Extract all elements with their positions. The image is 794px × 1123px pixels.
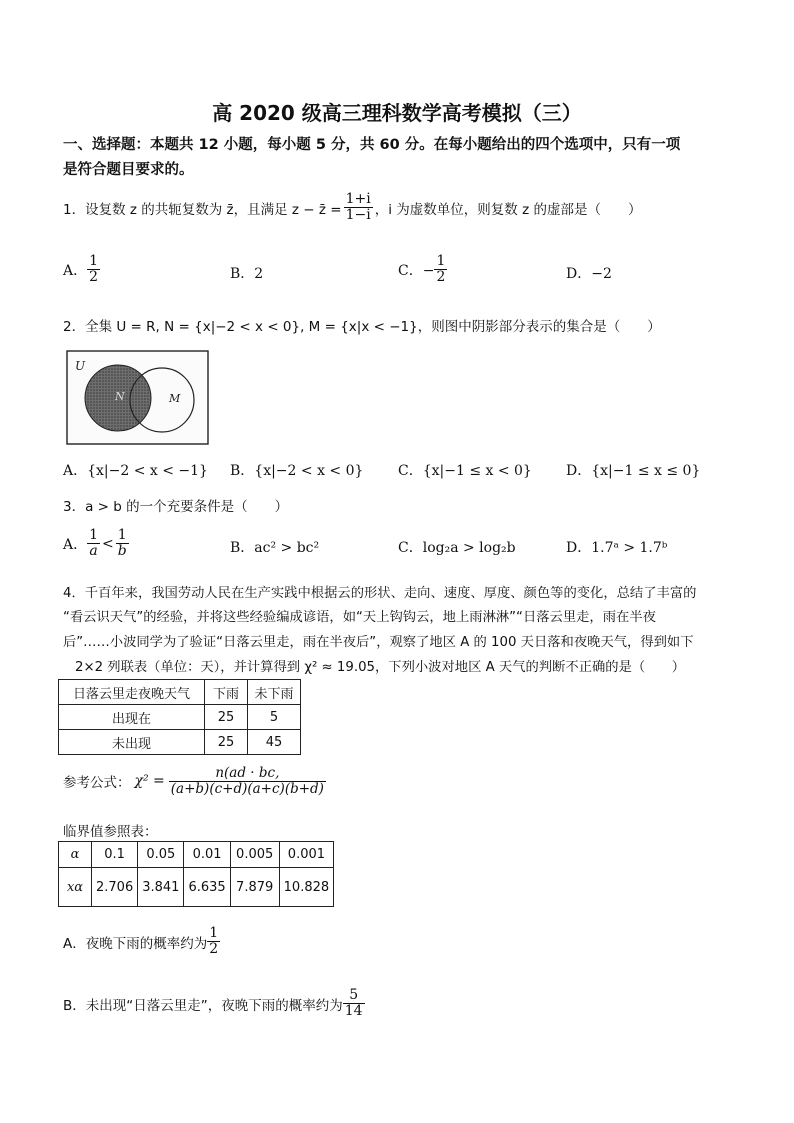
q1-stem-fraction bbox=[344, 192, 373, 224]
q4-option-a-text: A．夜晚下雨的概率约为 bbox=[63, 935, 208, 952]
q4-b-num: 5 bbox=[349, 987, 359, 1003]
table-header-cell: 日落云里走夜晚天气 bbox=[59, 680, 205, 705]
table-cell: 0.001 bbox=[279, 842, 334, 868]
q4-option-a-fraction bbox=[207, 926, 220, 958]
reference-formula bbox=[63, 766, 326, 797]
q1-option-c-fraction bbox=[434, 254, 447, 286]
q3-option-a-label: A． bbox=[63, 536, 88, 553]
table-cell: 0.005 bbox=[230, 842, 279, 868]
q1-stem-part-a: 1．设复数 z 的共轭复数为 z̄，且满足 z − z̄ = bbox=[63, 201, 342, 218]
q1-stem-part-b: ，i 为虚数单位，则复数 z 的虚部是（ ） bbox=[374, 201, 642, 218]
q4-option-b-fraction bbox=[343, 988, 365, 1020]
q3-a-den-2: b bbox=[117, 543, 127, 560]
q2-option-d: D．{x|−1 ≤ x ≤ 0} bbox=[566, 463, 701, 479]
table-header-cell: α bbox=[59, 842, 92, 868]
question-2-stem: 2．全集 U = R, N = {x|−2 < x < 0}, M = {x|x < −1}，则图中阴影部分表示的集合是（ ） bbox=[63, 319, 661, 335]
q3-a-den-1: a bbox=[89, 543, 98, 560]
q3-a-frac-2 bbox=[116, 528, 129, 560]
q1-option-d: D．−2 bbox=[566, 266, 612, 282]
q4-option-a bbox=[63, 926, 220, 958]
q1-frac-den: 1−i bbox=[345, 207, 371, 224]
table-cell: 10.828 bbox=[279, 868, 334, 907]
q1-frac-num: 1+i bbox=[345, 191, 371, 207]
q2-option-c: C．{x|−1 ≤ x < 0} bbox=[398, 463, 532, 479]
table-row bbox=[59, 842, 334, 868]
q4-option-b-text: B．未出现“日落云里走”，夜晚下雨的概率约为 bbox=[63, 997, 343, 1014]
table-cell: 未出现 bbox=[59, 730, 205, 755]
question-4-line1: 4．千百年来，我国劳动人民在生产实践中根据云的形状、走向、速度、厚度、颜色等的变化，总结了丰富的 bbox=[63, 586, 697, 601]
table-header-cell: 未下雨 bbox=[248, 680, 301, 705]
q1-a-den: 2 bbox=[89, 269, 99, 286]
table-header-cell: 下雨 bbox=[205, 680, 248, 705]
question-4-line4: 2×2 列联表（单位：天），并计算得到 χ² ≈ 19.05，下列小波对地区 A 天气的判断不正确的是（ ） bbox=[75, 660, 686, 675]
q1-option-a-fraction bbox=[87, 254, 100, 286]
q1-option-a bbox=[63, 254, 100, 286]
table-row bbox=[59, 730, 301, 755]
venn-label-n: N bbox=[115, 390, 125, 403]
q3-a-num-2: 1 bbox=[117, 527, 127, 543]
table-cell: 25 bbox=[205, 705, 248, 730]
q3-option-b: B．ac² > bc² bbox=[230, 540, 320, 556]
q1-option-a-label: A． bbox=[63, 262, 88, 279]
q3-option-c: C．log₂a > log₂b bbox=[398, 540, 516, 556]
q1-c-num: 1 bbox=[436, 253, 446, 269]
q1-option-c-label: C．− bbox=[398, 262, 435, 279]
table-row bbox=[59, 680, 301, 705]
table-row bbox=[59, 868, 334, 907]
table-cell: 5 bbox=[248, 705, 301, 730]
table-row bbox=[59, 705, 301, 730]
table-cell: 6.635 bbox=[184, 868, 230, 907]
question-4-line2: “看云识天气”的经验，并将这些经验编成谚语，如“天上钩钩云，地上雨淋淋”“日落云里走，雨在半夜 bbox=[63, 610, 656, 625]
q1-c-den: 2 bbox=[436, 269, 446, 286]
formula-lhs: χ² = bbox=[134, 773, 165, 790]
table-cell: 2.706 bbox=[92, 868, 138, 907]
table-cell: 0.01 bbox=[184, 842, 230, 868]
q3-a-num-1: 1 bbox=[89, 527, 99, 543]
table-cell: 0.05 bbox=[138, 842, 184, 868]
q3-option-d: D．1.7ᵃ > 1.7ᵇ bbox=[566, 540, 668, 556]
question-4-line3: 后”……小波同学为了验证“日落云里走，雨在半夜后”，观察了地区 A 的 100 天日落和夜晚天气，得到如下 bbox=[63, 635, 694, 650]
venn-label-m: M bbox=[169, 392, 181, 405]
q4-a-num: 1 bbox=[209, 925, 219, 941]
section-header-line1: 一、选择题：本题共 12 小题，每小题 5 分，共 60 分。在每小题给出的四个选项中，只有一项 bbox=[63, 137, 681, 153]
q4-a-den: 2 bbox=[209, 941, 219, 958]
critical-value-table bbox=[58, 841, 334, 907]
table-header-cell: xα bbox=[59, 868, 92, 907]
table-cell: 25 bbox=[205, 730, 248, 755]
q2-option-b: B．{x|−2 < x < 0} bbox=[230, 463, 364, 479]
q3-option-a bbox=[63, 528, 129, 560]
q2-option-a: A．{x|−2 < x < −1} bbox=[63, 463, 208, 479]
table-cell: 7.879 bbox=[230, 868, 279, 907]
venn-label-u: U bbox=[75, 359, 86, 373]
table-cell: 0.1 bbox=[92, 842, 138, 868]
question-3-stem: 3．a > b 的一个充要条件是（ ） bbox=[63, 499, 289, 515]
q1-option-b: B．2 bbox=[230, 266, 264, 282]
formula-label: 参考公式： bbox=[63, 775, 131, 792]
table-cell: 出现在 bbox=[59, 705, 205, 730]
q3-a-less-than: < bbox=[102, 535, 114, 552]
venn-diagram bbox=[66, 350, 209, 445]
contingency-table bbox=[58, 679, 301, 755]
formula-numerator: n(ad · bc, bbox=[215, 765, 280, 781]
formula-fraction bbox=[169, 766, 326, 797]
q4-option-b bbox=[63, 988, 365, 1020]
formula-denominator: (a+b)(c+d)(a+c)(b+d) bbox=[170, 780, 324, 797]
page-title: 高 2020 级高三理科数学高考模拟（三） bbox=[212, 101, 582, 125]
q3-a-frac-1 bbox=[87, 528, 100, 560]
table-cell: 45 bbox=[248, 730, 301, 755]
q4-b-den: 14 bbox=[344, 1003, 363, 1020]
q1-option-c bbox=[398, 254, 447, 286]
table-cell: 3.841 bbox=[138, 868, 184, 907]
q1-a-num: 1 bbox=[89, 253, 99, 269]
critical-value-label: 临界值参照表： bbox=[63, 824, 158, 840]
question-1-stem bbox=[63, 192, 641, 224]
section-header-line2: 是符合题目要求的。 bbox=[63, 162, 194, 178]
